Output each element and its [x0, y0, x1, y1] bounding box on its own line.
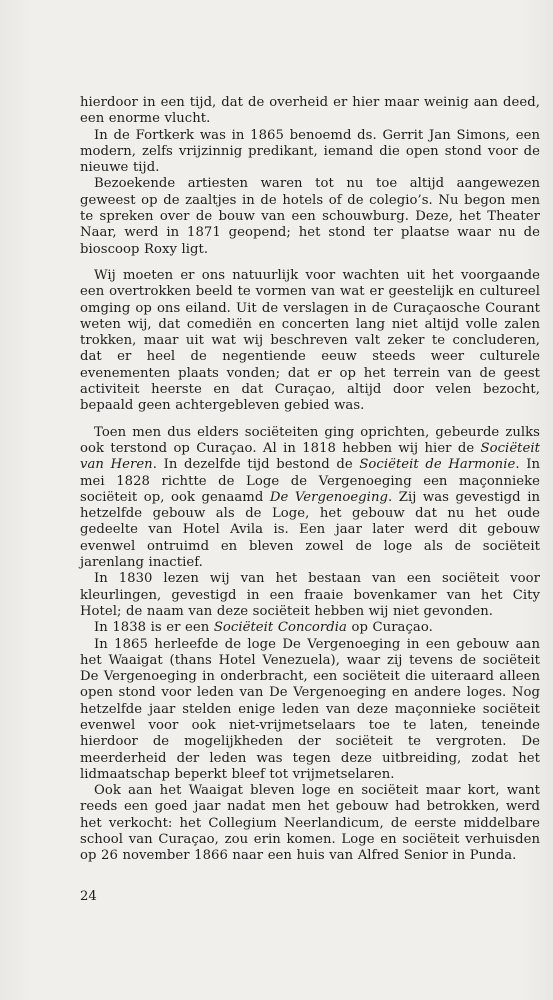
text-run: In 1830 lezen wij van het bestaan van een sociëteit voor kleurlingen, gevestigd in een fraaie bovenkamer van het City Hotel; de naam van deze sociëteit hebben wij niet gevonden. — [80, 571, 540, 619]
paragraph-p7 — [80, 620, 540, 636]
italic-text: Sociëteit de Harmonie — [359, 457, 516, 473]
text-run: In 1865 herleefde de loge De Vergenoeging in een gebouw aan het Waaigat (thans Hotel Venezuela), waar zij tevens de sociëteit De Vergenoeging in onderbracht, een sociëteit die uiteraard alleen open stond voor leden van De Vergenoeging en andere loges. Nog hetzelfde jaar stelden enige leden van deze maçonnieke sociëteit evenwel voor ook niet-vrijmetselaars toe te laten, teneinde hierdoor de mogelijkheden der sociëteit te vergroten. De meerderheid der leden was tegen deze uitbreiding, zodat het lidmaatschap beperkt bleef tot vrijmetselaren. — [80, 636, 540, 782]
text-run: In de Fortkerk was in 1865 benoemd ds. Gerrit Jan Simons, een modern, zelfs vrijzinnig predikant, iemand die open stond voor de nieuwe tijd. — [80, 127, 540, 176]
paragraph-p1 — [80, 95, 540, 128]
text-run: In 1838 is er een — [94, 620, 214, 636]
body-text — [80, 95, 540, 865]
italic-text: Sociëteit Concordia — [213, 620, 347, 636]
paragraph-p8 — [80, 637, 540, 784]
paragraph-p2 — [80, 128, 540, 177]
text-run: Wij moeten er ons natuurlijk voor wachten uit het voorgaande een overtrokken beeld te vormen van wat er geestelijk en cultureel omging op ons eiland. Uit de verslagen in de Curaçaosche Courant weten wij, dat comediën en concerten lang niet altijd volle zalen trokken, maar uit wat wij beschreven valt zeker te concluderen, dat er heel de negentiende eeuw steeds weer culturele evenementen plaats vonden; dat er op het terrein van de geest activiteit heerste en dat Curaçao, altijd door velen bezocht, bepaald geen achtergebleven gebied was. — [80, 267, 540, 414]
text-run: Ook aan het Waaigat bleven loge en sociëteit maar kort, want reeds een goed jaar nadat men het gebouw had betrokken, werd het verkocht: het Collegium Neerlandicum, de eerste middelbare school van Curaçao, zou erin komen. Loge en sociëteit verhuisden op 26 november 1866 naar een huis van Alfred Senior in Punda. — [80, 783, 540, 864]
paragraph-p6 — [80, 571, 540, 620]
page-number: 24 — [80, 889, 97, 904]
text-run: op Curaçao. — [346, 620, 433, 636]
text-run: . In dezelfde tijd bestond de — [152, 457, 360, 473]
paragraph-p4 — [80, 268, 540, 415]
paragraph-p9 — [80, 783, 540, 864]
text-run: . In mei 1828 richtte de Loge de Vergenoeging een maçonnieke sociëteit op, ook genaamd — [80, 457, 541, 505]
paragraph-p3 — [80, 176, 540, 257]
italic-text: De Vergenoeging — [269, 489, 388, 505]
text-run: . Zij was gevestigd in hetzelfde gebouw als de Loge, het gebouw dat nu het oude gedeelte van Hotel Avila is. Een jaar later werd dit gebouw evenwel ontruimd en bleven zowel de loge als de sociëteit jarenlang inactief. — [80, 489, 541, 571]
paragraph-p5 — [80, 425, 540, 572]
text-run: Toen men dus elders sociëteiten ging oprichten, gebeurde zulks ook terstond op Curaçao. Al in 1818 hebben wij hier de — [80, 424, 540, 456]
italic-text: Sociëteit van Heren — [80, 440, 540, 473]
text-run: Bezoekende artiesten waren tot nu toe altijd aangewezen geweest op de zaaltjes in de hotels of de colegio’s. Nu begon men te spreken over de bouw van een schouwburg. Deze, het Theater Naar, werd in 1871 geopend; het stond ter plaatse waar nu de bioscoop Roxy ligt. — [80, 176, 540, 257]
text-run: hierdoor in een tijd, dat de overheid er hier maar weinig aan deed, een enorme vlucht. — [80, 95, 540, 127]
